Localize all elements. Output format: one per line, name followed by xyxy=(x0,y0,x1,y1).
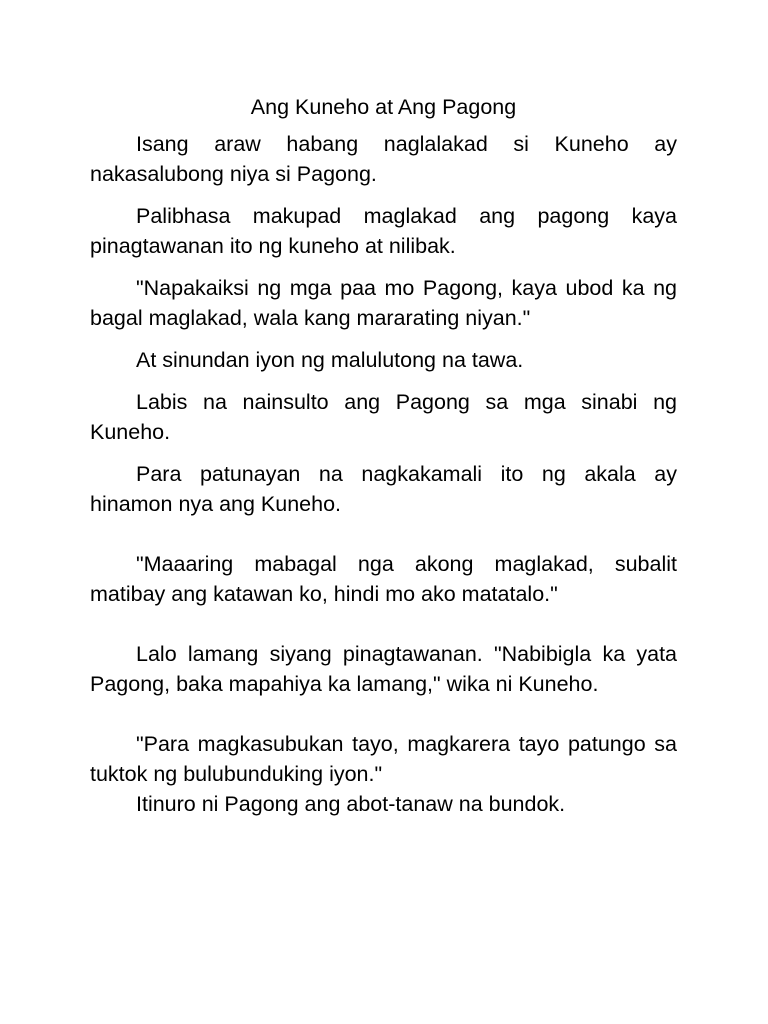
paragraph-2: Palibhasa makupad maglakad ang pagong kaya pinagtawanan ito ng kuneho at nilibak. xyxy=(90,204,677,258)
paragraph-9: "Para magkasubukan tayo, magkarera tayo patungo sa tuktok ng bulubunduking iyon." xyxy=(90,732,677,786)
paragraph-3: "Napakaiksi ng mga paa mo Pagong, kaya ubod ka ng bagal maglakad, wala kang mararating niyan." xyxy=(90,276,677,330)
paragraph-7: "Maaaring mabagal nga akong maglakad, subalit matibay ang katawan ko, hindi mo ako matatalo." xyxy=(90,552,677,606)
paragraph-1: Isang araw habang naglalakad si Kuneho ay nakasalubong niya si Pagong. xyxy=(90,132,677,186)
paragraph-4: At sinundan iyon ng malulutong na tawa. xyxy=(136,348,524,372)
paragraph-8: Lalo lamang siyang pinagtawanan. "Nabibigla ka yata Pagong, baka mapahiya ka lamang," wika ni Kuneho. xyxy=(90,642,677,696)
document-title: Ang Kuneho at Ang Pagong xyxy=(250,95,517,119)
paragraph-5: Labis na nainsulto ang Pagong sa mga sinabi ng Kuneho. xyxy=(90,390,677,444)
paragraph-10: Itinuro ni Pagong ang abot-tanaw na bundok. xyxy=(136,792,566,816)
paragraph-6: Para patunayan na nagkakamali ito ng akala ay hinamon nya ang Kuneho. xyxy=(90,462,677,516)
document-page xyxy=(90,92,677,819)
